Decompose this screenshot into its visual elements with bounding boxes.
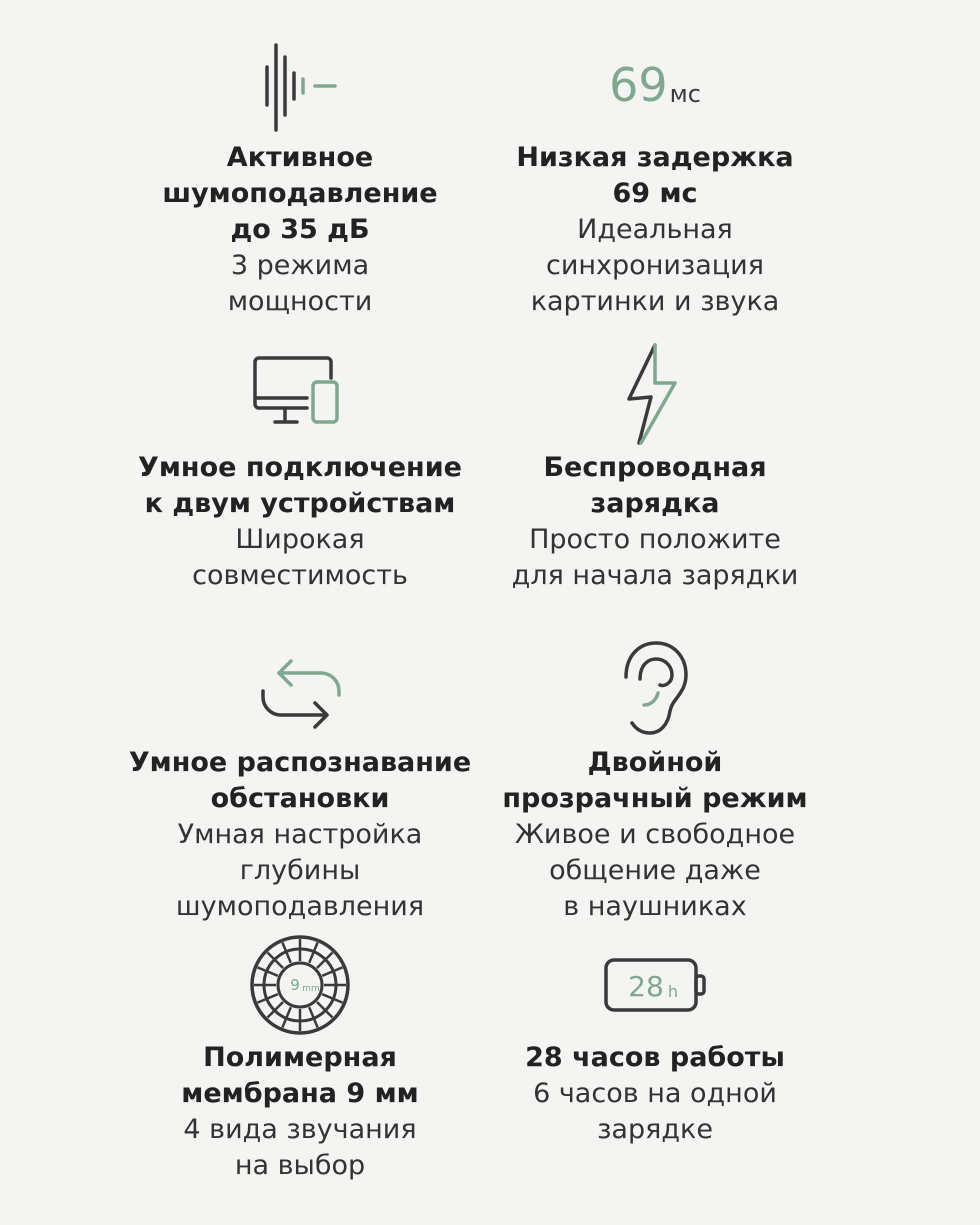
- feature-title: Низкая задержка 69 мс: [516, 142, 794, 209]
- feature-title: Умное распознавание обстановки: [128, 747, 472, 814]
- battery-number: 28: [628, 970, 664, 1003]
- feature-description: Идеальная синхронизация картинки и звука: [530, 214, 780, 317]
- feature-description: 3 режима мощности: [227, 250, 373, 317]
- membrane-unit: mm: [302, 984, 320, 994]
- latency-icon: [435, 30, 875, 140]
- feature-description: Живое и свободное общение даже в наушниках: [514, 819, 796, 922]
- feature-title: Двойной прозрачный режим: [502, 747, 808, 814]
- feature-latency: [435, 30, 875, 320]
- membrane-number: 9: [290, 976, 300, 994]
- feature-title: 28 часов работы: [525, 1042, 785, 1073]
- latency-number: 69: [609, 58, 668, 112]
- feature-description: 6 часов на одной зарядке: [533, 1078, 777, 1145]
- latency-unit: мс: [669, 80, 701, 108]
- feature-description: Просто положите для начала зарядки: [511, 524, 799, 591]
- feature-transparency: [435, 635, 875, 925]
- feature-description: Умная настройка глубины шумоподавления: [175, 819, 425, 922]
- ear-icon: [435, 635, 875, 745]
- feature-title: Активное шумоподавление до 35 дБ: [162, 142, 438, 245]
- feature-description: Широкая совместимость: [192, 524, 408, 591]
- feature-title: Полимерная мембрана 9 мм: [181, 1042, 419, 1109]
- feature-wireless-charging: [435, 340, 875, 594]
- feature-battery: [435, 930, 875, 1148]
- lightning-icon: [435, 340, 875, 450]
- feature-description: 4 вида звучания на выбор: [183, 1114, 417, 1181]
- battery-icon: [435, 930, 875, 1040]
- battery-unit: h: [667, 982, 679, 1001]
- feature-title: Беспроводная зарядка: [543, 452, 767, 519]
- feature-title: Умное подключение к двум устройствам: [138, 452, 462, 519]
